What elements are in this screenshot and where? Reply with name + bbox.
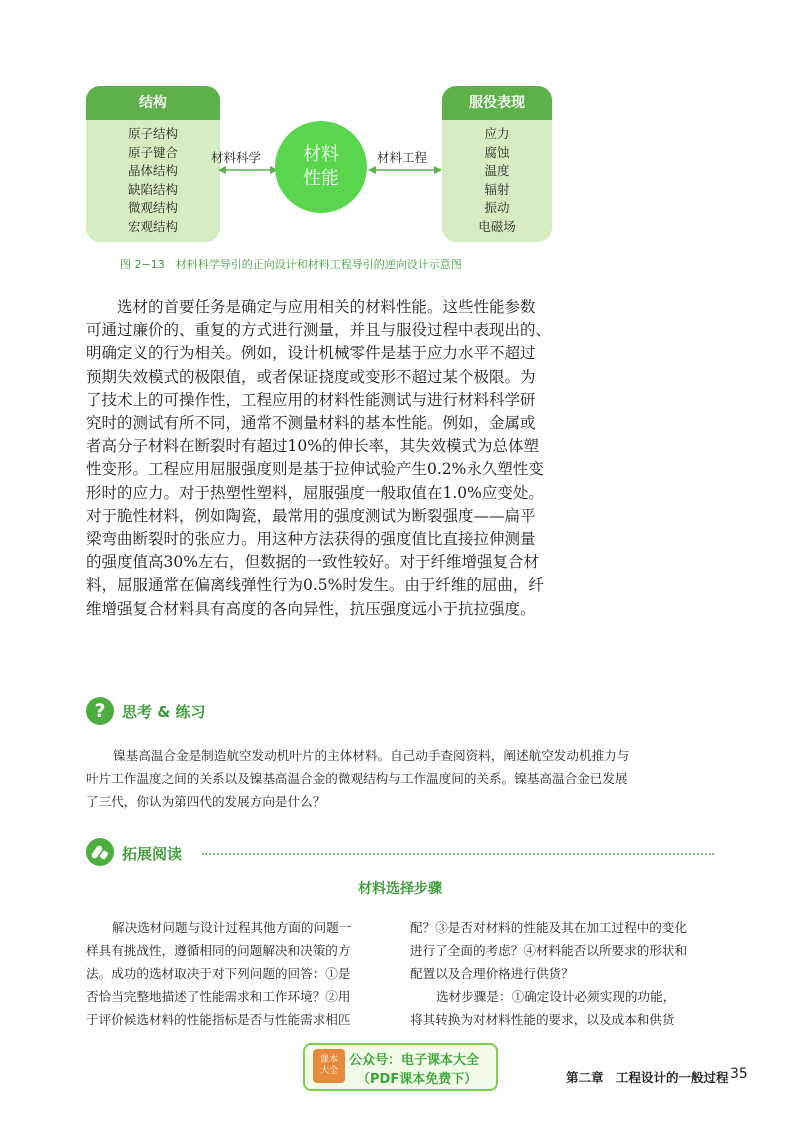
materials-science-label: 材料科学 [211, 150, 262, 165]
reading-subtitle: 材料选择步骤 [358, 881, 442, 897]
circle-line-2: 性能 [303, 168, 339, 189]
reading-line: 否恰当完整地描述了性能需求和工作环境？②用 [86, 989, 351, 1004]
practice-line: 了三代，你认为第四代的发展方向是什么？ [86, 794, 326, 809]
banner-line-1: 公众号：电子课本大全 [349, 1053, 480, 1068]
paragraph-line: 对于脆性材料，例如陶瓷，最常用的强度测试为断裂强度——扁平 [86, 506, 536, 525]
service-item: 振动 [484, 200, 510, 215]
structure-item: 原子键合 [127, 144, 178, 160]
paragraph-line: 形时的应力。对于热塑性塑料，屈服强度一般取值在1.0%应变处。 [86, 483, 544, 502]
figure-caption: 图 2−13 材料科学导引的正向设计和材料工程导引的逆向设计示意图 [120, 258, 462, 271]
paragraph-line: 预期失效模式的极限值，或者保证挠度或变形不超过某个极限。为 [86, 367, 536, 386]
reading-line: 将其转换为对材料性能的要求，以及成本和供货 [410, 1012, 675, 1027]
structure-item: 缺陷结构 [127, 181, 178, 197]
paragraph-line: 的强度值高30%左右，但数据的一致性较好。对于纤维增强复合材 [86, 553, 539, 572]
practice-line: 叶片工作温度之间的关系以及镍基高温合金的微观结构与工作温度间的关系。镍基高温合金已发展 [86, 771, 628, 786]
chapter-footer: 第二章 工程设计的一般过程 [566, 1070, 729, 1085]
material-properties-circle [275, 121, 367, 213]
structure-item: 宏观结构 [127, 218, 178, 234]
reading-line: 于评价候选材料的性能指标是否与性能需求相匹 [86, 1012, 351, 1027]
paragraph-line: 可通过廉价的、重复的方式进行测量，并且与服役过程中表现出的、 [86, 321, 552, 340]
reading-right-column [410, 916, 716, 1031]
service-item: 辐射 [484, 181, 510, 197]
structure-item: 微观结构 [127, 200, 178, 215]
paragraph-line: 明确定义的行为相关。例如，设计机械零件是基于应力水平不超过 [86, 344, 536, 363]
paragraph-line: 梁弯曲断裂时的张应力。用这种方法获得的强度值比直接拉伸测量 [86, 530, 536, 549]
paragraph-line: 性变形。工程应用屈服强度则是基于拉伸试验产生0.2%永久塑性变 [86, 460, 544, 479]
service-item: 温度 [484, 163, 510, 178]
structure-item: 晶体结构 [127, 163, 178, 178]
practice-line: 镍基高温合金是制造航空发动机叶片的主体材料。自己动手查阅资料，阐述航空发动机推力与 [113, 748, 630, 763]
reading-line: 样具有挑战性，遵循相同的问题解决和决策的方 [86, 943, 351, 958]
banner-line-2: （PDF课本免费下） [357, 1072, 478, 1087]
paragraph-line: 维增强复合材料具有高度的各向异性，抗压强度远小于抗拉强度。 [86, 599, 536, 618]
service-performance-box [442, 86, 552, 242]
circle-line-1: 材料 [303, 144, 339, 165]
paragraph-line: 选材的首要任务是确定与应用相关的材料性能。这些性能参数 [117, 298, 536, 316]
left-double-arrow [218, 166, 278, 174]
reading-line: 进行了全面的考虑？④材料能否以所要求的形状和 [410, 943, 688, 958]
reading-pen-icon [86, 838, 114, 866]
service-list [442, 120, 552, 236]
question-icon: ? [86, 697, 114, 725]
main-paragraph [86, 296, 716, 621]
dotted-divider [202, 853, 714, 855]
service-item: 应力 [484, 126, 510, 141]
paragraph-line: 者高分子材料在断裂时有超过10%的伸长率，其失效模式为总体塑 [86, 437, 539, 456]
structure-box-title: 结构 [86, 86, 220, 120]
reading-left-column [86, 916, 392, 1031]
service-box-title: 服役表现 [442, 86, 552, 120]
page-number: 35 [730, 1066, 748, 1082]
reading-line: 法。成功的选材取决于对下列问题的回答：①是 [86, 966, 351, 981]
watermark-banner [303, 1043, 498, 1091]
reading-line: 解决选材问题与设计过程其他方面的问题一 [112, 920, 352, 935]
paragraph-line: 究时的测试有所不同，通常不测量材料的基本性能。例如，金属或 [86, 414, 536, 433]
reading-line: 选材步骤是：①确定设计必须实现的功能， [436, 989, 676, 1004]
structure-list [86, 120, 220, 236]
right-double-arrow [368, 166, 442, 174]
practice-title: 思考 & 练习 [122, 703, 206, 721]
practice-text [86, 744, 716, 813]
paragraph-line: 料，屈服通常在偏离线弹性行为0.5%时发生。由于纤维的屈曲，纤 [86, 576, 544, 595]
materials-engineering-label: 材料工程 [377, 150, 428, 165]
structure-box [86, 86, 220, 242]
service-item: 电磁场 [478, 218, 516, 234]
paragraph-line: 了技术上的可操作性，工程应用的材料性能测试与进行材料科学研 [86, 390, 536, 409]
reading-line: 配置以及合理价格进行供货？ [410, 966, 574, 981]
structure-item: 原子结构 [127, 126, 178, 141]
reading-title: 拓展阅读 [122, 845, 183, 863]
book-logo-icon: 课本 大全 [313, 1049, 345, 1083]
service-item: 腐蚀 [484, 144, 510, 160]
reading-line: 配？③是否对材料的性能及其在加工过程中的变化 [410, 920, 688, 935]
